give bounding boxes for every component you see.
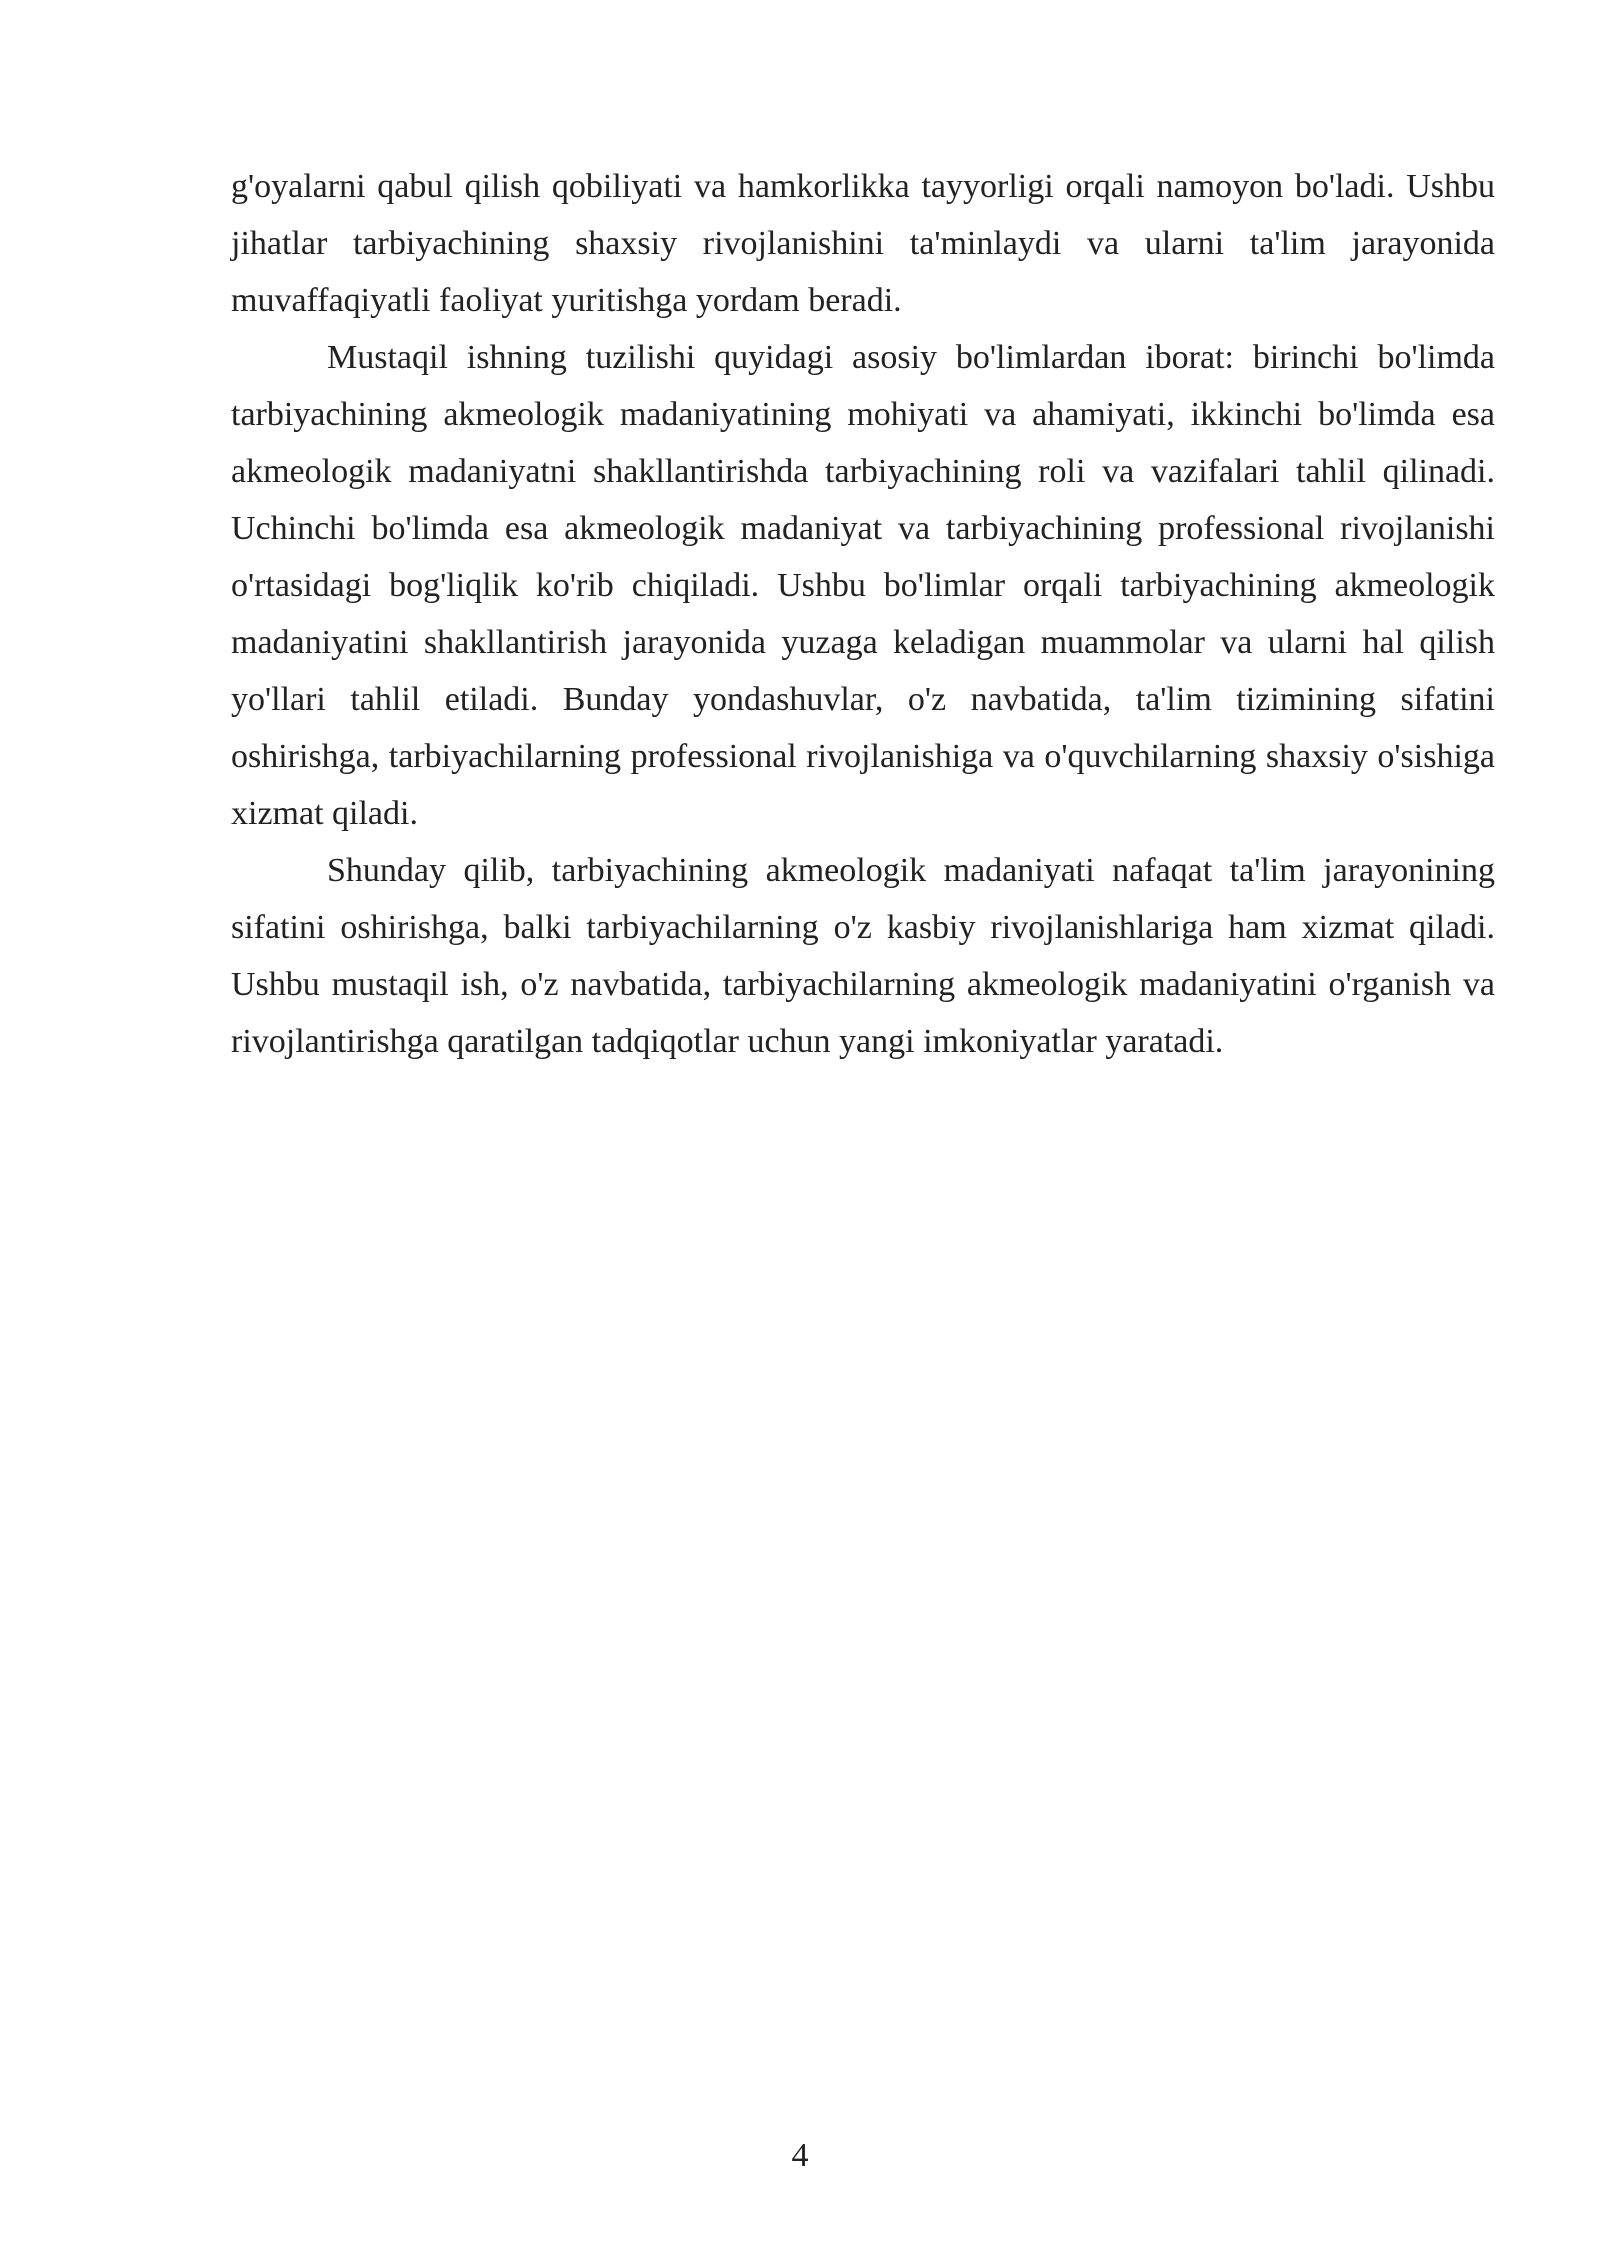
paragraph-continuation: g'oyalarni qabul qilish qobiliyati va hamkorlikka tayyorligi orqali namoyon bo'ladi. Ushbu jihatlar tarbiyachining shaxsiy rivojlanishini ta'minlaydi va ularni ta'lim jarayonida muvaffaqiyatli faoliyat yuritishga yordam beradi.: [231, 168, 1495, 319]
paragraph-structure: Mustaqil ishning tuzilishi quyidagi asosiy bo'limlardan iborat: birinchi bo'limda tarbiyachining akmeologik madaniyatining mohiyati va ahamiyati, ikkinchi bo'limda esa akmeologik madaniyatni shakllantirishda tarbiyachining roli va vazifalari tahlil qilinadi. Uchinchi bo'limda esa akmeologik madaniyat va tarbiyachining professional rivojlanishi o'rtasidagi bog'liqlik ko'rib chiqiladi. Ushbu bo'limlar orqali tarbiyachining akmeologik madaniyatini shakllantirish jarayonida yuzaga keladigan muammolar va ularni hal qilish yo'llari tahlil etiladi. Bunday yondashuvlar, o'z navbatida, ta'lim tizimining sifatini oshirishga, tarbiyachilarning professional rivojlanishiga va o'quvchilarning shaxsiy o'sishiga xizmat qiladi.: [231, 339, 1495, 832]
page-number: 4: [791, 2137, 809, 2174]
paragraph-conclusion: Shunday qilib, tarbiyachining akmeologik madaniyati nafaqat ta'lim jarayonining sifatini oshirishga, balki tarbiyachilarning o'z kasbiy rivojlanishlariga ham xizmat qiladi. Ushbu mustaqil ish, o'z navbatida, tarbiyachilarning akmeologik madaniyatini o'rganish va rivojlantirishga qaratilgan tadqiqotlar uchun yangi imkoniyatlar yaratadi.: [231, 852, 1495, 1060]
body-text: [231, 158, 1495, 1070]
